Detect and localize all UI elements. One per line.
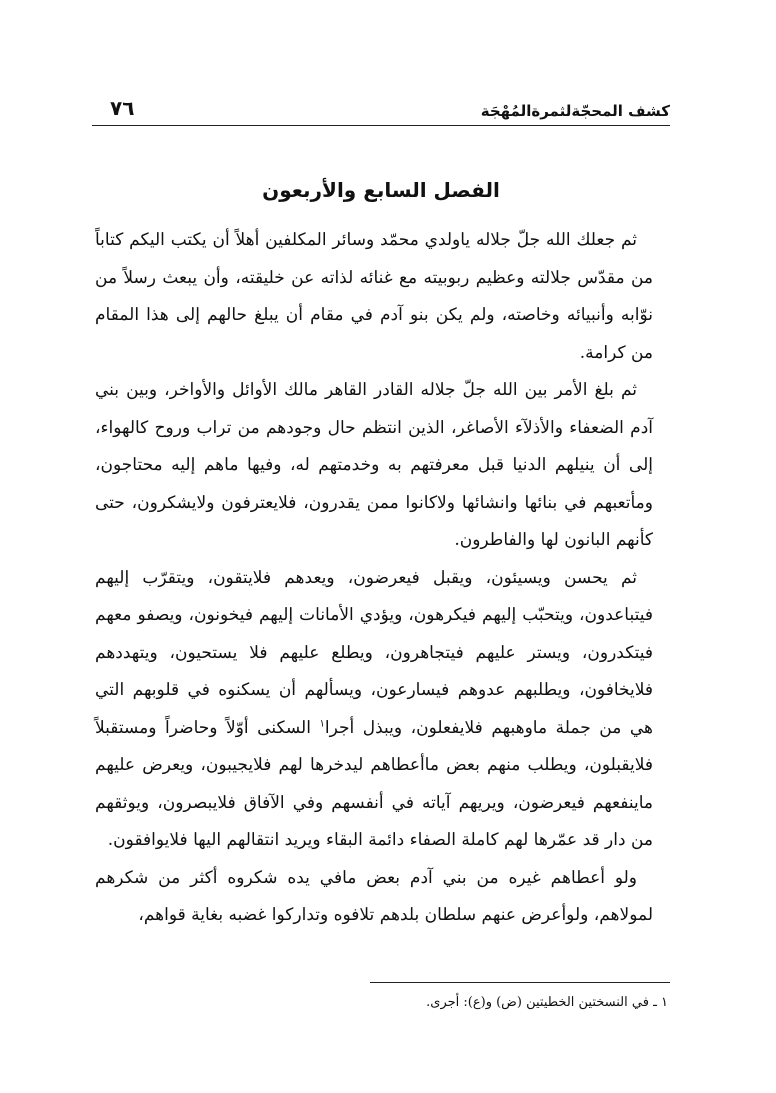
- chapter-title: الفصل السابع والأربعون: [262, 178, 500, 202]
- footnote-area: [300, 992, 668, 1014]
- body-text: [95, 222, 653, 935]
- paragraph: [95, 372, 653, 560]
- paragraph-text: السكنى أوّلاً وحاضراً ومستقبلاً فلايقبلون، ويطلب منهم بعض ماأعطاهم ليدخرها لهم فلايجيبون، ويعرض عليهم ماينفعهم فيعرضون، ويريهم آياته في أنفسهم وفي الآفاق فلايبصرون، ويوثقهم من دار قد عمّرها لهم كاملة الصفاء دائمة البقاء ويريد انتقالهم اليها فلايوافقون.: [95, 717, 653, 850]
- running-header: [110, 92, 670, 120]
- page-number: ٧٦: [110, 96, 135, 120]
- running-book-title: كشف المحجّةلثمرةالمُهْجَة: [480, 102, 670, 120]
- paragraph: [95, 860, 653, 935]
- paragraph: [95, 222, 653, 372]
- footnote-reference: ١: [319, 717, 325, 729]
- header-rule: [92, 125, 670, 126]
- paragraph-text: ولو أعطاهم غيره من بني آدم بعض مافي يده شكروه أكثر من شكرهم لمولاهم، ولوأعرض عنهم سلطان بلدهم تلافوه وتداركوا غضبه بغاية قواهم،: [95, 867, 653, 925]
- paragraph-text: ثم بلغ الأمر بين الله جلّ جلاله القادر القاهر مالك الأوائل والأواخر، وبين بني آدم الضعفاء والأذلآء الأصاغر، الذين انتظم حال وجودهم من تراب وروح كالهواء، إلى أن ينيلهم الدنيا قبل معرفتهم به وخدمتهم له، وفيها ماهم إليه محتاجون، ومأتعبهم في بنائها وانشائها ولاكانوا ممن يقدرون، فلايعترفون ولايشكرون، حتى كأنهم البانون لها والفاطرون.: [95, 380, 653, 550]
- paragraph-text: ثم يحسن ويسيئون، ويقبل فيعرضون، ويعدهم فلايتقون، ويتقرّب إليهم فيتباعدون، ويتحبّب إليهم فيكرهون، ويؤدي الأمانات إليهم فيخونون، ويصفو معهم فيتكدرون، ويستر عليهم فيتجاهرون، ويطلع عليهم فلا يستحيون، ويتهددهم فلايخافون، ويطلبهم عدوهم فيسارعون، ويسألهم أن يسكنوه في قلوبهم التي هي من جملة ماوهبهم فلايفعلون، ويبذل أجرا: [95, 567, 653, 738]
- paragraph: [95, 560, 653, 860]
- footnote-rule: [370, 982, 670, 983]
- footnote: ١ ـ في النسختين الخطيتين (ض) و(ع): أجرى.: [426, 995, 668, 1010]
- paragraph-text: ثم جعلك الله جلّ جلاله ياولدي محمّد وسائر المكلفين أهلاً أن يكتب اليكم كتاباً من مقدّس جلالته وعظيم ربوبيته مع غنائه لذاته عن خليقته، وأن يبعث رسلاً من نوّابه وأنبيائه وخاصته، ولم يكن بنو آدم في مقام أن يبلغ حالهم إلى هذا المقام من كرامة.: [95, 230, 653, 363]
